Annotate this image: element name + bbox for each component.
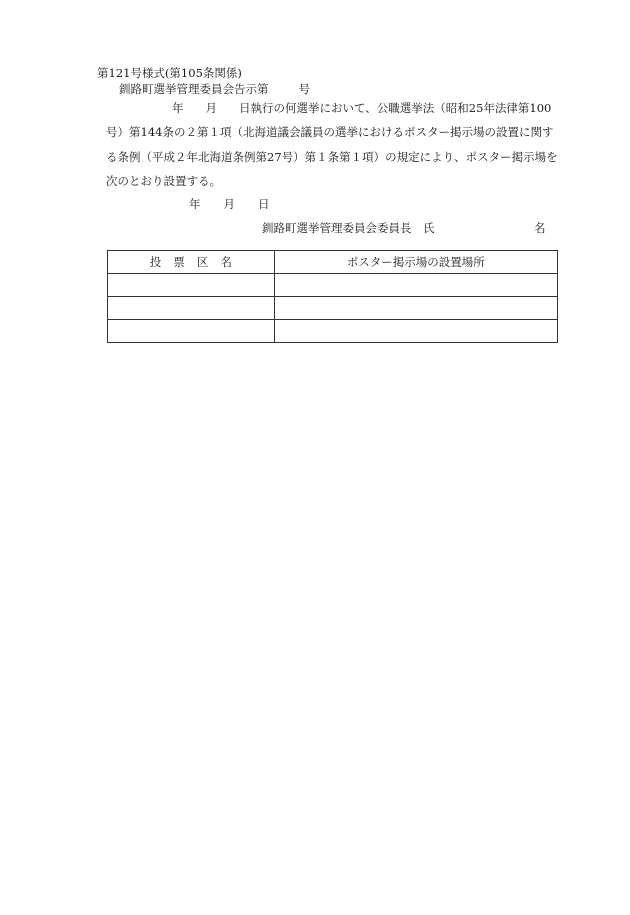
column-header-location: ポスター掲示場の設置場所 [274,251,557,274]
notice-title [119,82,310,96]
chair-name-suffix: 名 [534,221,546,235]
notice-date [189,197,270,211]
notice-body-line-4: 次のとおり設置する。 [106,174,221,188]
notice-number-suffix: 号 [298,82,310,96]
execution-date-month: 月 [205,101,217,115]
notice-body-line-2: 号）第144条の２第１項（北海道議会議員の選挙におけるポスター掲示場の設置に関す [106,125,554,139]
notice-date-month: 月 [223,197,235,211]
form-id: 第121号様式(第105条関係) [97,66,242,80]
notice-body-line-3: る条例（平成２年北海道条例第27号）第１条第１項）の規定により、ポスター掲示場を [106,150,558,164]
poster-board-table [107,250,558,343]
table-cell-district [108,274,275,297]
table-cell-district [108,320,275,343]
table-cell-location [274,320,557,343]
table-row [108,297,558,320]
column-header-voting-district: 投票区名 [108,251,275,274]
notice-title-text: 釧路町選挙管理委員会告示第 [119,82,269,96]
table-cell-location [274,297,557,320]
table-cell-district [108,297,275,320]
table-cell-location [274,274,557,297]
table-row [108,320,558,343]
execution-date [172,101,217,115]
notice-date-day: 日 [258,197,270,211]
table-header-row [108,251,558,274]
table-row [108,274,558,297]
notice-body-line-1: 日執行の何選挙において、公職選挙法（昭和25年法律第100 [239,101,552,115]
execution-date-year: 年 [172,101,184,115]
notice-date-year: 年 [189,197,201,211]
chair-signature-label: 釧路町選挙管理委員会委員長 氏 [262,221,435,235]
